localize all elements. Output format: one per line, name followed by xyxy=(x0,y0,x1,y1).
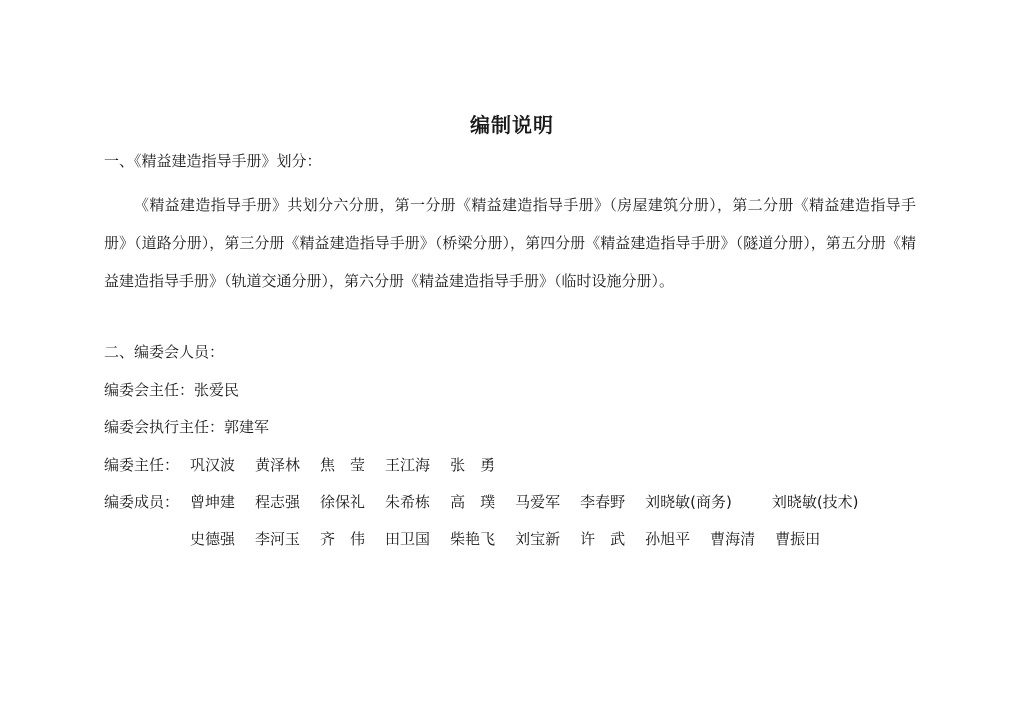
person-name: 朱希栋 xyxy=(385,493,431,511)
person-name: 曾坤建 xyxy=(190,493,236,511)
chief-editors-row xyxy=(104,455,515,475)
person-name: 刘宝新 xyxy=(515,530,561,548)
person-name: 黄泽林 xyxy=(255,456,301,474)
chief-editors-list xyxy=(190,456,515,474)
person-name: 刘晓敏(技术) xyxy=(771,493,859,511)
person-name: 张 勇 xyxy=(450,456,496,474)
person-name: 王江海 xyxy=(385,456,431,474)
chief-editors-label: 编委主任： xyxy=(104,456,180,474)
person-name: 孙旭平 xyxy=(645,530,691,548)
person-name: 徐保礼 xyxy=(320,493,366,511)
section-1-paragraph: 《精益建造指导手册》共划分六分册，第一分册《精益建造指导手册》（房屋建筑分册），第二分册《精益建造指导手册》（道路分册），第三分册《精益建造指导手册》（桥梁分册），第四分册《精益建造指导手册》（隧道分册），第五分册《精益建造指导手册》（轨道交通分册），第六分册《精益建造指导手册》（临时设施分册）。 xyxy=(104,196,916,290)
person-name: 高 璞 xyxy=(450,493,496,511)
committee-director: 编委会主任：张爱民 xyxy=(104,381,240,399)
person-name: 刘晓敏(商务) xyxy=(645,493,732,511)
person-name: 程志强 xyxy=(255,493,301,511)
person-name: 曹海清 xyxy=(710,530,756,548)
members-row-2 xyxy=(190,529,840,549)
person-name: 巩汉波 xyxy=(190,456,236,474)
person-name: 柴艳飞 xyxy=(450,530,496,548)
person-name: 史德强 xyxy=(190,530,236,548)
members-label: 编委成员： xyxy=(104,493,180,511)
person-name: 李春野 xyxy=(580,493,626,511)
section-2-heading: 二、编委会人员： xyxy=(104,343,225,361)
document-title: 编制说明 xyxy=(470,113,554,137)
members-list-2 xyxy=(190,530,840,548)
person-name: 马爱军 xyxy=(515,493,561,511)
committee-executive-director: 编委会执行主任：郭建军 xyxy=(104,418,270,436)
person-name: 许 武 xyxy=(580,530,626,548)
person-name: 齐 伟 xyxy=(320,530,366,548)
person-name: 焦 莹 xyxy=(320,456,366,474)
person-name: 李河玉 xyxy=(255,530,301,548)
members-row-1 xyxy=(104,492,879,512)
person-name: 曹振田 xyxy=(775,530,821,548)
section-1-heading: 一、《精益建造指导手册》划分： xyxy=(104,152,322,170)
person-name: 田卫国 xyxy=(385,530,431,548)
members-list-1 xyxy=(190,493,879,511)
